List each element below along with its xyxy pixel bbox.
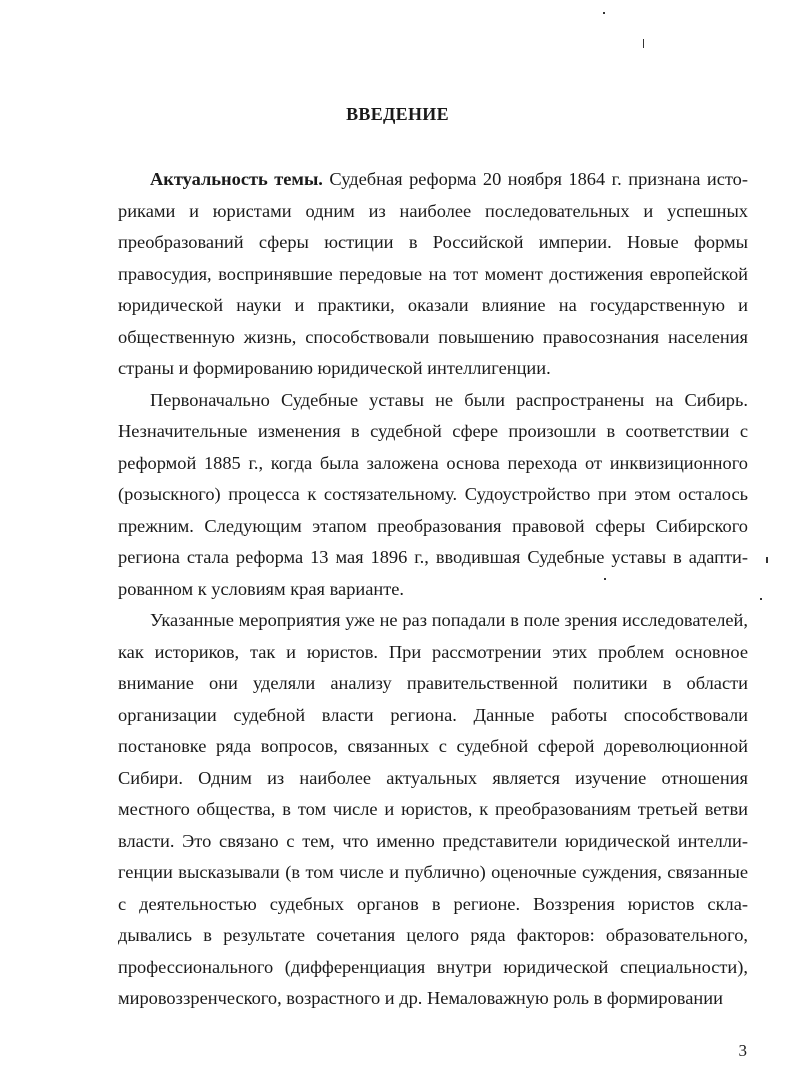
paragraph-text: Указанные мероприятия уже не раз попадали в поле зрения исследователей, как историков, так и юристов. При рассмотрении этих проблем основное внимание они уделяли анализу правительственной политики в области организации судебной власти региона. Данные работы способствовали постановке ряда вопросов, связанных с судебной сферой дореволюционной Сибири. Одним из наиболее актуальных является изучение отношения местного общества, в том числе и юристов, к преобразованиям третьей ветви власти. Это связано с тем, что именно представители юридической интеллигенции высказывали (в том числе и публично) оценочные суждения, связанные с деятельностью судебных органов в регионе. Воззрения юристов складывались в результате сочетания целого ряда факторов: образовательного, профессионального (дифференциация внутри юридической специальности), мировоззренческого, возрастного и др. Немаловажную роль в формировании — [118, 610, 748, 1008]
paragraph-lead: Актуальность темы. — [150, 169, 323, 189]
paragraph-text: Первоначально Судебные уставы не были распространены на Сибирь. Незначительные изменения в судебной сфере произошли в соответствии с реформой 1885 г., когда была заложена основа перехода от инквизиционного (розыскного) процесса к состязательному. Судоустройство при этом осталось прежним. Следующим этапом преобразования правовой сферы Сибирского региона стала реформа 13 мая 1896 г., вводившая Судебные уставы в адаптированном к условиям края варианте. — [118, 389, 748, 599]
scan-speck — [603, 12, 605, 14]
paragraph — [118, 164, 748, 385]
page-number: 3 — [738, 1041, 747, 1060]
scan-speck — [766, 557, 768, 563]
page-title: ВВЕДЕНИЕ — [346, 104, 449, 124]
scan-speck — [643, 39, 644, 48]
paragraph — [118, 385, 748, 606]
paragraph — [118, 605, 748, 1015]
scan-speck — [760, 598, 762, 600]
document-body — [118, 164, 748, 1015]
paragraph-text: Судебная реформа 20 ноября 1864 г. признана историками и юристами одним из наиболее последовательных и успешных преобразований сферы юстиции в Российской империи. Новые формы правосудия, воспринявшие передовые на тот момент достижения европейской юридической науки и практики, оказали влияние на государственную и общественную жизнь, способствовали повышению правосознания населения страны и формированию юридической интеллигенции. — [118, 169, 749, 378]
